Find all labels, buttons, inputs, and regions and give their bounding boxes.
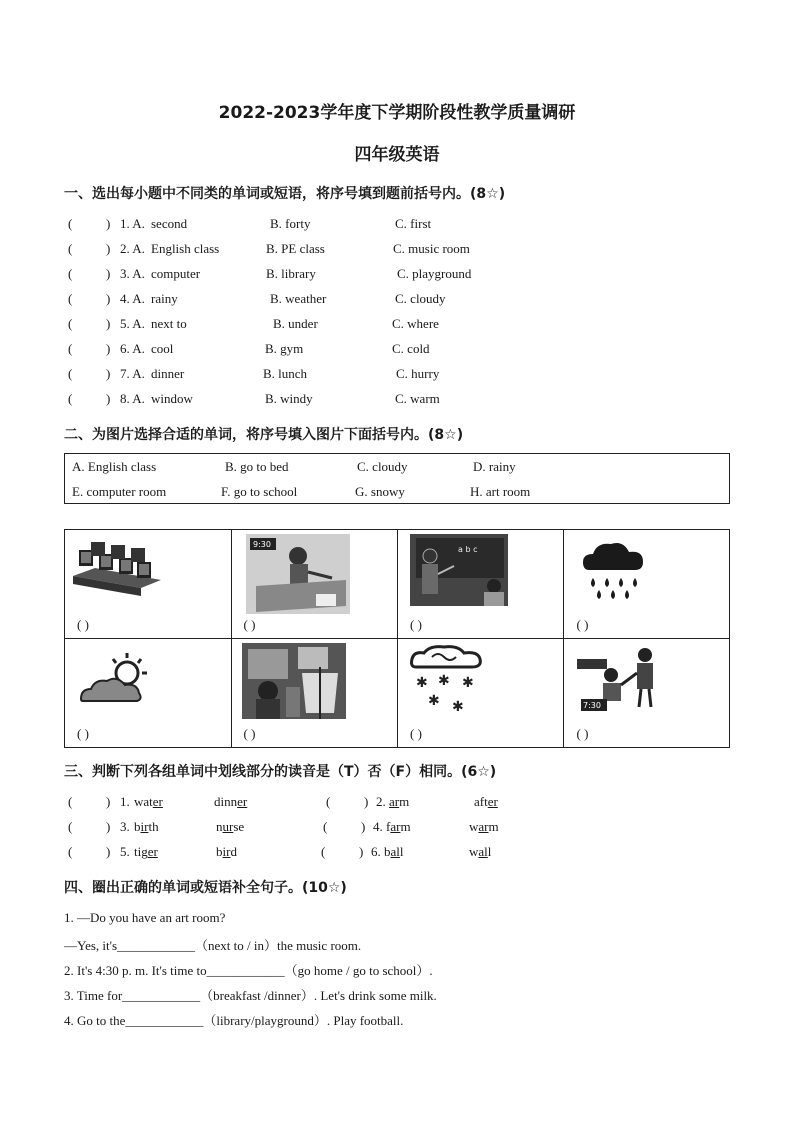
word-part: m: [488, 819, 499, 834]
answer-paren-close: ): [106, 844, 111, 859]
s4-line-1: 1. —Do you have an art room?: [64, 910, 226, 925]
question-number: 4.: [373, 819, 383, 834]
answer-paren-open[interactable]: (: [68, 266, 73, 281]
answer-paren-open[interactable]: (: [68, 366, 73, 381]
answer-paren-4[interactable]: ( ): [576, 616, 589, 632]
word-part: m: [399, 794, 410, 809]
section1-row: [0, 266, 794, 284]
answer-paren-open[interactable]: (: [321, 844, 326, 859]
picture-cell-8: [565, 639, 732, 748]
word-part: l: [487, 844, 492, 859]
section1-row: [0, 316, 794, 334]
choice-c: C. first: [395, 216, 432, 231]
question-number: 8. A.: [120, 391, 145, 406]
choice-b: B. weather: [270, 291, 327, 306]
question-number: 1. A.: [120, 216, 145, 231]
page-title: 2022-2023学年度下学期阶段性教学质量调研: [218, 103, 576, 123]
choice-a: English class: [151, 241, 220, 256]
option-g: G. snowy: [355, 484, 405, 499]
underlined-letters: al: [390, 844, 400, 859]
question-number: 2.: [376, 794, 386, 809]
question-number: 4. A.: [120, 291, 145, 306]
section3-row: [0, 794, 794, 812]
word-left-2: [216, 844, 237, 860]
options-box: [64, 453, 730, 504]
question-number: 5. A.: [120, 316, 145, 331]
underlined-letters: er: [487, 794, 498, 809]
word-part: aft: [474, 794, 488, 809]
question-number: 6. A.: [120, 341, 145, 356]
rainy-picture: [579, 540, 649, 604]
underlined-letters: er: [147, 844, 158, 859]
word-right-2: [474, 794, 498, 810]
picture-cell-6: [232, 639, 399, 748]
svg-text:✱: ✱: [462, 675, 474, 691]
word-part: b: [134, 819, 141, 834]
word-left-1: [134, 819, 159, 835]
answer-paren-close: ): [106, 341, 111, 356]
answer-paren-8[interactable]: ( ): [576, 725, 589, 741]
choice-c: C. hurry: [396, 366, 440, 381]
snowy-picture: [408, 645, 494, 715]
question-number: 7. A.: [120, 366, 145, 381]
picture-cell-2: [232, 530, 399, 639]
word-part: w: [469, 844, 479, 859]
choice-c: C. playground: [397, 266, 472, 281]
choice-a: window: [151, 391, 193, 406]
word-part: wat: [134, 794, 153, 809]
word-part: w: [469, 819, 479, 834]
answer-paren-7[interactable]: ( ): [410, 725, 422, 741]
clock-label-2: 7:30: [582, 701, 601, 710]
answer-paren-open[interactable]: (: [68, 819, 73, 834]
answer-paren-6[interactable]: ( ): [243, 725, 256, 741]
word-left-2: [214, 794, 247, 810]
word-part: tig: [134, 844, 148, 859]
answer-paren-open[interactable]: (: [323, 819, 328, 834]
choice-b: B. forty: [270, 216, 311, 231]
board-text: a b c: [458, 545, 478, 554]
answer-paren-close: ): [106, 291, 111, 306]
s4-line-5: 4. Go to the____________（library/playground）. Play football.: [64, 1013, 404, 1028]
choice-c: C. cloudy: [395, 291, 446, 306]
word-right-1: [389, 794, 409, 810]
underlined-letters: er: [152, 794, 163, 809]
answer-paren-open[interactable]: (: [68, 341, 73, 356]
picture-cell-7: [398, 639, 565, 748]
section4-heading: 四、圈出正确的单词或短语补全句子。(10☆): [64, 880, 347, 896]
choice-a: second: [151, 216, 188, 231]
option-b: B. go to bed: [225, 459, 289, 474]
choice-b: B. lunch: [263, 366, 308, 381]
svg-text:✱: ✱: [416, 675, 428, 691]
word-right-1: [384, 844, 404, 860]
section3-row: [0, 844, 794, 862]
option-f: F. go to school: [221, 484, 298, 499]
question-number: 6.: [371, 844, 381, 859]
answer-paren-close: ): [361, 819, 366, 834]
section3-heading: 三、判断下列各组单词中划线部分的读音是（T）否（F）相同。(6☆): [64, 764, 497, 780]
answer-paren-open[interactable]: (: [68, 216, 73, 231]
picture-cell-3: [398, 530, 565, 639]
question-number: 2. A.: [120, 241, 145, 256]
picture-cell-5: [65, 639, 232, 748]
word-right-2: [469, 844, 491, 860]
computer-room-picture: [71, 536, 163, 602]
english-class-picture: [410, 534, 508, 606]
underlined-letters: er: [237, 794, 248, 809]
word-left-1: [134, 794, 163, 810]
option-e: E. computer room: [72, 484, 167, 499]
answer-paren-close: ): [106, 216, 111, 231]
svg-text:✱: ✱: [438, 673, 450, 689]
answer-paren-open[interactable]: (: [68, 794, 73, 809]
art-room-picture: [242, 643, 346, 719]
word-part: m: [400, 819, 411, 834]
section2-heading: 二、为图片选择合适的单词，将序号填入图片下面括号内。(8☆): [64, 427, 464, 443]
choice-c: C. where: [392, 316, 439, 331]
answer-paren-close: ): [106, 366, 111, 381]
word-part: l: [399, 844, 404, 859]
choice-a: computer: [151, 266, 201, 281]
answer-paren-close: ): [106, 391, 111, 406]
underlined-letters: ar: [478, 819, 489, 834]
answer-paren-open[interactable]: (: [68, 241, 73, 256]
section1-row: [0, 291, 794, 309]
page-subtitle: 四年级英语: [354, 145, 440, 165]
go-to-school-picture: [577, 645, 667, 717]
choice-b: B. under: [273, 316, 318, 331]
clock-label-1: 9:30: [252, 540, 271, 549]
question-number: 3.: [120, 819, 130, 834]
word-part: th: [148, 819, 159, 834]
choice-b: B. windy: [265, 391, 313, 406]
choice-b: B. gym: [265, 341, 304, 356]
section3-row: [0, 819, 794, 837]
go-to-bed-picture: [246, 534, 350, 614]
question-number: 1.: [120, 794, 130, 809]
question-number: 5.: [120, 844, 130, 859]
choice-c: C. music room: [393, 241, 470, 256]
word-part: d: [230, 844, 237, 859]
answer-paren-2[interactable]: ( ): [243, 616, 256, 632]
word-part: b: [216, 844, 223, 859]
underlined-letters: ar: [389, 794, 400, 809]
word-right-2: [469, 819, 499, 835]
word-part: b: [384, 844, 391, 859]
cloudy-picture: [77, 649, 157, 709]
answer-paren-open[interactable]: (: [326, 794, 331, 809]
answer-paren-close: ): [364, 794, 369, 809]
svg-text:✱: ✱: [428, 693, 440, 709]
choice-b: B. library: [266, 266, 316, 281]
answer-paren-close: ): [359, 844, 364, 859]
underlined-letters: al: [478, 844, 488, 859]
choice-a: rainy: [151, 291, 178, 306]
s4-line-2: —Yes, it's____________（next to / in）the music room.: [64, 938, 362, 953]
answer-paren-open[interactable]: (: [68, 844, 73, 859]
answer-paren-5[interactable]: ( ): [77, 725, 89, 741]
option-d: D. rainy: [473, 459, 516, 474]
answer-paren-close: ): [106, 316, 111, 331]
word-part: f: [386, 819, 391, 834]
choice-c: C. warm: [395, 391, 440, 406]
word-part: se: [233, 819, 245, 834]
answer-paren-1[interactable]: ( ): [77, 616, 89, 632]
underlined-letters: ir: [222, 844, 231, 859]
choice-c: C. cold: [392, 341, 430, 356]
section1-row: [0, 366, 794, 384]
picture-cell-4: [565, 530, 732, 639]
answer-paren-open[interactable]: (: [68, 316, 73, 331]
option-h: H. art room: [470, 484, 531, 499]
option-a: A. English class: [72, 459, 157, 474]
s4-line-4: 3. Time for____________（breakfast /dinner）. Let's drink some milk.: [64, 988, 437, 1003]
section1-row: [0, 391, 794, 409]
word-part: dinn: [214, 794, 238, 809]
choice-b: B. PE class: [266, 241, 325, 256]
picture-cell-1: [65, 530, 232, 639]
underlined-letters: ur: [222, 819, 234, 834]
section1-row: [0, 216, 794, 234]
answer-paren-open[interactable]: (: [68, 391, 73, 406]
option-c: C. cloudy: [357, 459, 408, 474]
section1-heading: 一、选出每小题中不同类的单词或短语，将序号填到题前括号内。(8☆): [64, 186, 506, 202]
underlined-letters: ar: [390, 819, 401, 834]
answer-paren-close: ): [106, 794, 111, 809]
answer-paren-close: ): [106, 266, 111, 281]
answer-paren-close: ): [106, 241, 111, 256]
answer-paren-close: ): [106, 819, 111, 834]
answer-paren-open[interactable]: (: [68, 291, 73, 306]
word-left-1: [134, 844, 158, 860]
svg-text:✱: ✱: [452, 699, 464, 715]
answer-paren-3[interactable]: ( ): [410, 616, 422, 632]
choice-a: next to: [151, 316, 187, 331]
word-right-1: [386, 819, 411, 835]
picture-grid: [64, 529, 730, 748]
section1-row: [0, 341, 794, 359]
question-number: 3. A.: [120, 266, 145, 281]
choice-a: dinner: [151, 366, 185, 381]
word-part: n: [216, 819, 223, 834]
s4-line-3: 2. It's 4:30 p. m. It's time to____________（go home / go to school）.: [64, 963, 433, 978]
word-left-2: [216, 819, 244, 835]
choice-a: cool: [151, 341, 174, 356]
underlined-letters: ir: [140, 819, 149, 834]
section1-row: [0, 241, 794, 259]
